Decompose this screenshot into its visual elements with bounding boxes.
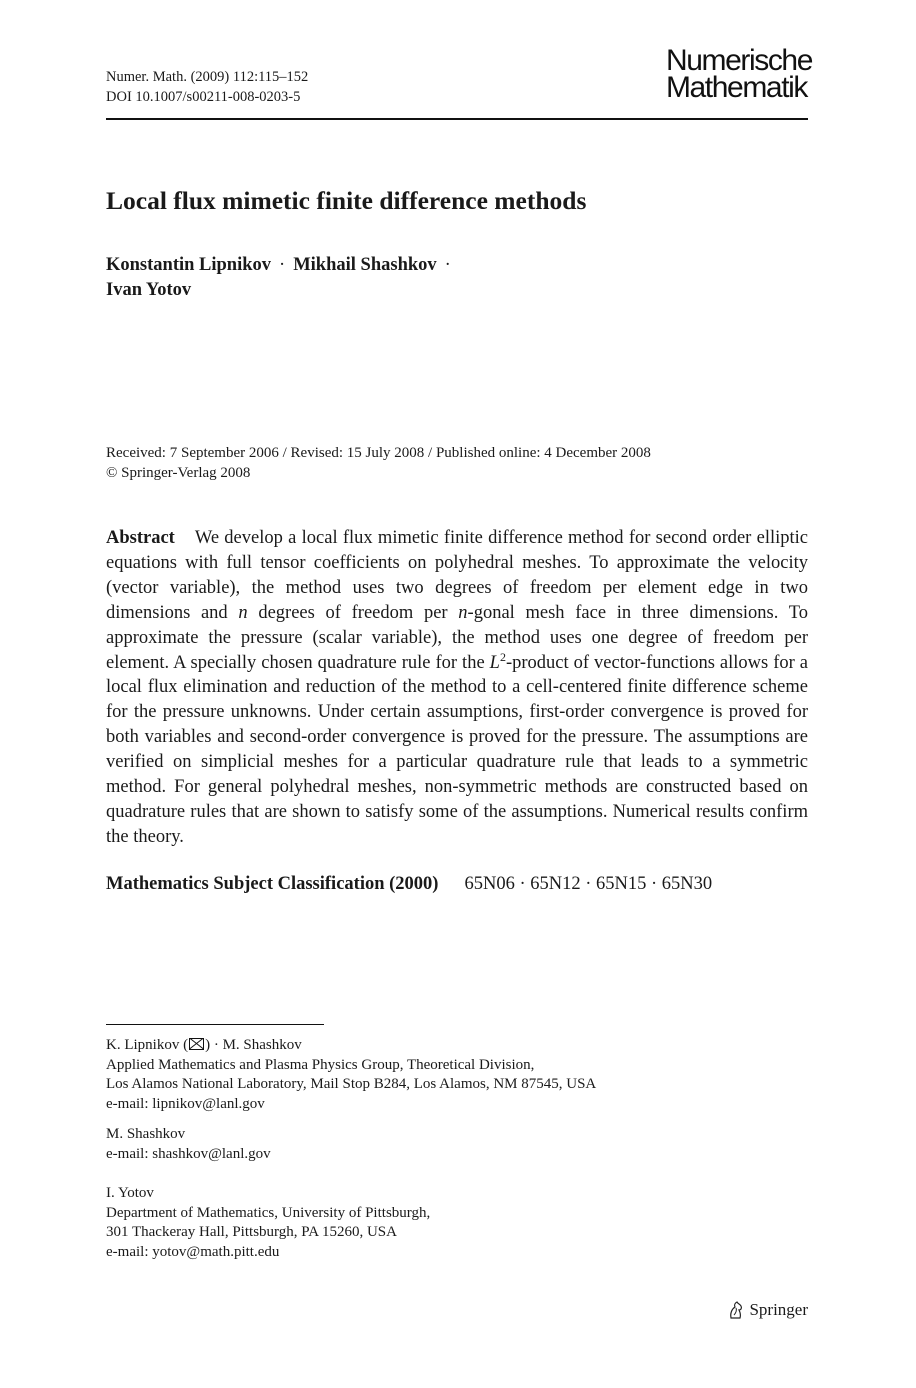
math-n: n xyxy=(238,602,248,623)
publication-dates xyxy=(106,443,651,483)
history-line: Received: 7 September 2006 / Revised: 15 July 2008 / Published online: 4 December 2008 xyxy=(106,445,651,461)
citation: Numer. Math. (2009) 112:115–152 xyxy=(106,69,309,85)
footnote-affiliation: Department of Mathematics, University of Pittsburgh, xyxy=(106,1204,431,1221)
abstract-text-2: degrees of freedom per xyxy=(247,602,459,623)
header-rule xyxy=(106,118,808,120)
author-yotov[interactable]: Ivan Yotov xyxy=(106,280,192,300)
author-list xyxy=(106,253,459,303)
author-shashkov[interactable]: Mikhail Shashkov xyxy=(293,255,437,275)
msc-label: Mathematics Subject Classification (2000) xyxy=(106,874,439,894)
abstract-label: Abstract xyxy=(106,528,175,548)
footnote-name-a: K. Lipnikov ( xyxy=(106,1037,189,1053)
abstract-text-1: We develop a local flux mimetic finite difference method for second order elliptic equations with full tensor coefficients on polyhedral meshes. To approximate the velocity (vector variable), the method uses two degrees of freedom per element edge in two dimensions and xyxy=(106,528,808,623)
footnote-address: Los Alamos National Laboratory, Mail Stop B284, Los Alamos, NM 87545, USA xyxy=(106,1076,597,1093)
springer-horse-icon xyxy=(727,1300,745,1320)
paper-title: Local flux mimetic finite difference methods xyxy=(106,186,587,215)
abstract xyxy=(106,526,808,850)
author-separator: · xyxy=(279,255,286,275)
footnote-rule xyxy=(106,1024,324,1025)
journal-logo-line2: Mathematik xyxy=(665,71,807,104)
footnote-name: I. Yotov xyxy=(106,1185,154,1201)
footnote-yotov xyxy=(106,1184,430,1263)
math-n: n xyxy=(458,602,468,623)
journal-logo xyxy=(665,44,812,104)
footnote-name: M. Shashkov xyxy=(106,1126,186,1142)
footnote-shashkov xyxy=(106,1125,271,1164)
abstract-text-3: -gonal mesh face in three dimensions. To approximate the pressure (scalar variable), the method uses one degree of freedom per element. A specially chosen quadrature rule for the xyxy=(106,602,808,673)
doi[interactable]: DOI 10.1007/s00211-008-0203-5 xyxy=(106,89,301,105)
math-L: L xyxy=(489,652,500,673)
author-separator: · xyxy=(444,255,451,275)
footnote-affiliation: Applied Mathematics and Plasma Physics Group, Theoretical Division, xyxy=(106,1056,535,1073)
envelope-icon[interactable] xyxy=(189,1038,204,1050)
footnote-name-b: ) · M. Shashkov xyxy=(205,1037,302,1053)
publisher-logo xyxy=(727,1300,808,1320)
publisher-name: Springer xyxy=(749,1300,808,1319)
footnote-address: 301 Thackeray Hall, Pittsburgh, PA 15260, USA xyxy=(106,1224,397,1241)
math-superscript: 2 xyxy=(499,649,506,664)
journal-logo-line1: Numerische xyxy=(665,44,812,77)
msc-line xyxy=(106,874,712,895)
header-citation-block xyxy=(106,67,308,107)
msc-codes: 65N06 · 65N12 · 65N15 · 65N30 xyxy=(464,874,713,894)
footnote-lipnikov xyxy=(106,1036,596,1115)
footnote-email[interactable]: e-mail: yotov@math.pitt.edu xyxy=(106,1244,280,1261)
footnote-email[interactable]: e-mail: lipnikov@lanl.gov xyxy=(106,1096,265,1113)
abstract-text-4: -product of vector-functions allows for a local flux elimination and reduction of the method to a cell-centered finite difference scheme for the pressure unknowns. Under certain assumptions, first-order convergence is proved for both variables and second-order convergence is proved for the pressure. The assumptions are verified on simplicial meshes for a particular quadrature rule that leads to a symmetric method. For general polyhedral meshes, non-symmetric methods are constructed based on quadrature rules that are shown to satisfy some of the assumptions. Numerical results confirm the theory. xyxy=(106,652,809,847)
footnote-email[interactable]: e-mail: shashkov@lanl.gov xyxy=(106,1145,271,1162)
author-lipnikov[interactable]: Konstantin Lipnikov xyxy=(106,255,272,275)
copyright-line: © Springer-Verlag 2008 xyxy=(106,465,251,481)
